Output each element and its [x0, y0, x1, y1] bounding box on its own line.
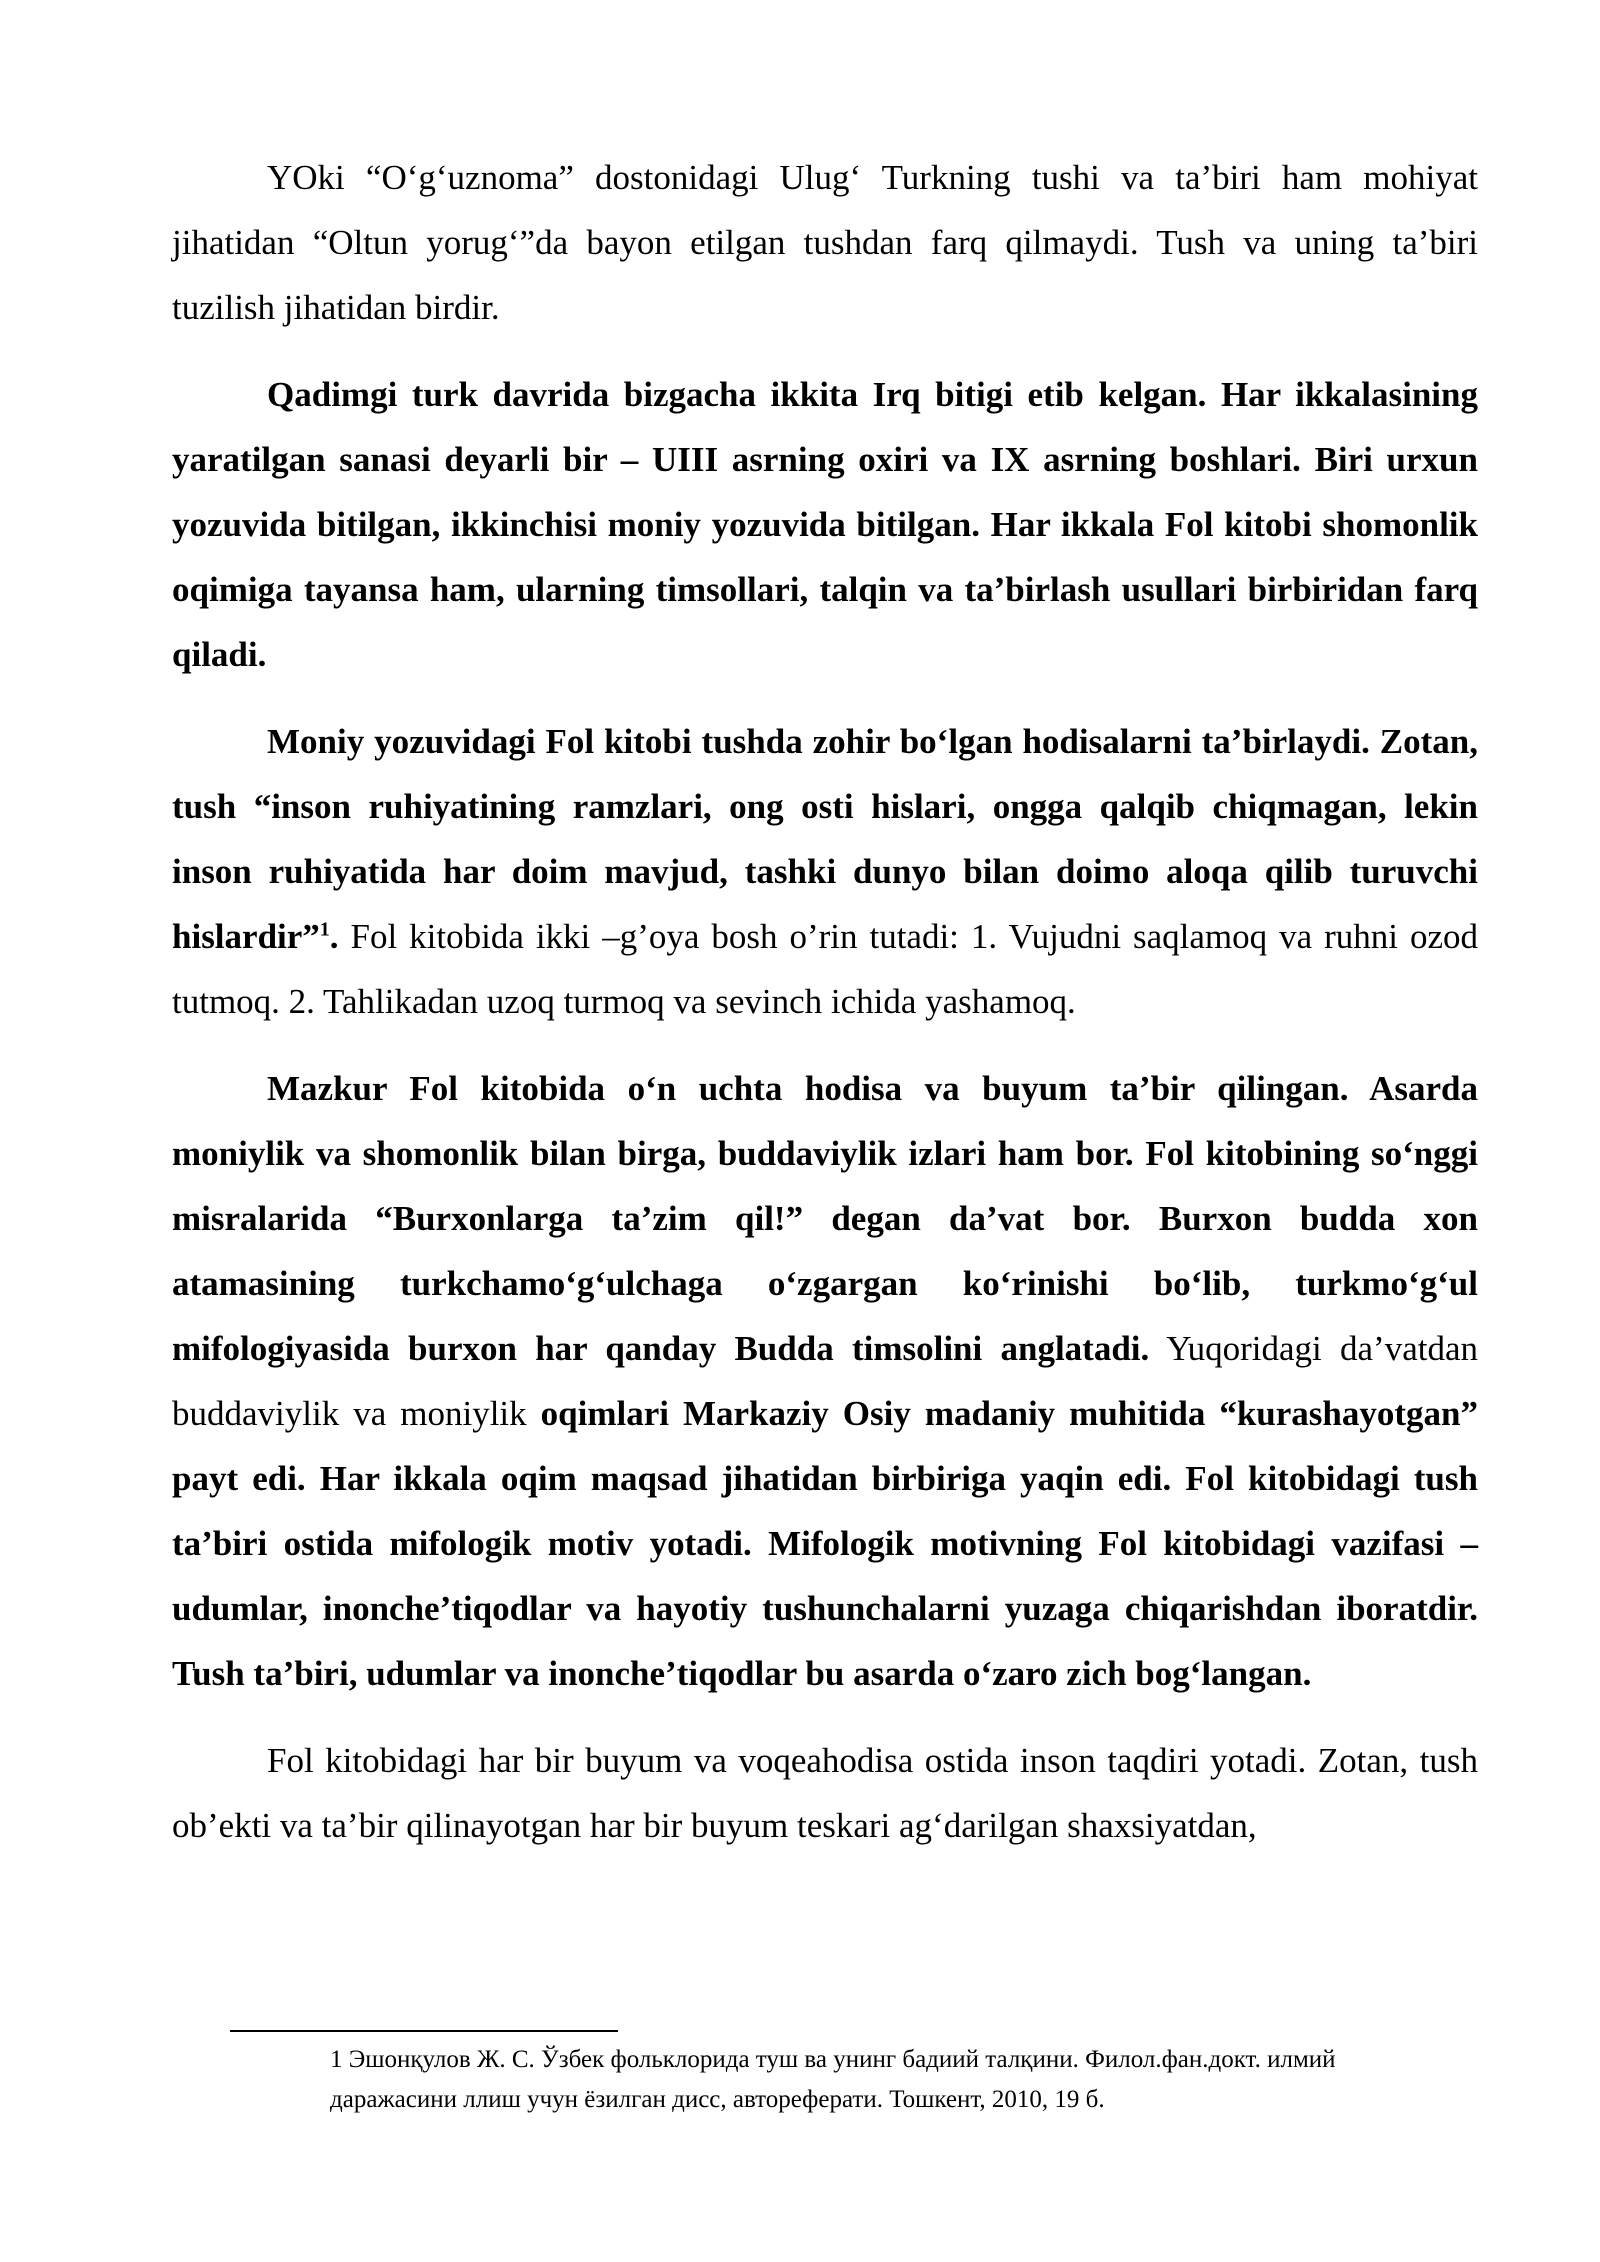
footnote-separator	[230, 2030, 618, 2032]
paragraph-1: YOki “O‘g‘uznoma” dostonidagi Ulug‘ Turkning tushi va ta’biri ham mohiyat jihatidan “Oltun yorug‘”da bayon etilgan tushdan farq qilmaydi. Tush va uning ta’biri tuzilish jihatidan birdir.	[172, 158, 1478, 327]
paragraph-2: Qadimgi turk davrida bizgacha ikkita Irq bitigi etib kelgan. Har ikkalasining yaratilgan sanasi deyarli bir – UIII asrning oxiri va IX asrning boshlari. Biri urxun yozuvida bitilgan, ikkinchisi moniy yozuvida bitilgan. Har ikkala Fol kitobi shomonlik oqimiga tayansa ham, ularning timsollari, talqin va ta’birlash usullari birbiridan farq qiladi.	[172, 375, 1478, 674]
paragraph-3: Moniy yozuvidagi Fol kitobi tushda zohir bo‘lgan hodisalarni ta’birlaydi. Zotan, tush “inson ruhiyatining ramzlari, ong osti hislari, ongga qalqib chiqmagan, lekin inson ruhiyatida har doim mavjud, tashki dunyo bilan doimo aloqa qilib turuvchi hislardir”$^1$. Fol kitobida ikki –g’oya bosh o’rin tutadi: 1. Vujudni saqlamoq va ruhni ozod tutmoq. 2. Tahlikadan uzoq turmoq va sevinch ichida yashamoq.	[172, 722, 1478, 1021]
body-text	[172, 145, 1478, 1880]
footnote-ref: 1	[319, 918, 330, 941]
paragraph-5: Fol kitobidagi har bir buyum va voqeahodisa ostida inson taqdiri yotadi. Zotan, tush ob’ekti va ta’bir qilinayotgan har bir buyum teskari ag‘darilgan shaxsiyatdan,	[172, 1741, 1478, 1845]
paragraph-4: Mazkur Fol kitobida o‘n uchta hodisa va buyum ta’bir qilingan. Asarda moniylik va shomonlik bilan birga, buddaviylik izlari ham bor. Fol kitobining so‘nggi misralarida “Burxonlarga ta’zim qil!” degan da’vat bor. Burxon budda xon atamasining turkchamo‘g‘ulchaga o‘zgargan ko‘rinishi bo‘lib, turkmo‘g‘ul mifologiyasida burxon har qanday Budda timsolini anglatadi. Yuqoridagi da’vatdan buddaviylik va moniylik oqimlari Markaziy Osiy madaniy muhitida “kurashayotgan” payt edi. Har ikkala oqim maqsad jihatidan birbiriga yaqin edi. Fol kitobidagi tush ta’biri ostida mifologik motiv yotadi. Mifologik motivning Fol kitobidagi vazifasi – udumlar, inonche’tiqodlar va hayotiy tushunchalarni yuzaga chiqarishdan iboratdir. Tush ta’biri, udumlar va inonche’tiqodlar bu asarda o‘zaro zich bog‘langan.	[172, 1069, 1479, 1693]
footnote: 1 Эшонқулов Ж. С. Ўзбек фольклорида туш ва унинг бадиий талқини. Филол.фан.докт. илмий даражасини ллиш учун ёзилган дисс, автореферати. Тошкент, 2010, 19 б.	[330, 2046, 1336, 2113]
